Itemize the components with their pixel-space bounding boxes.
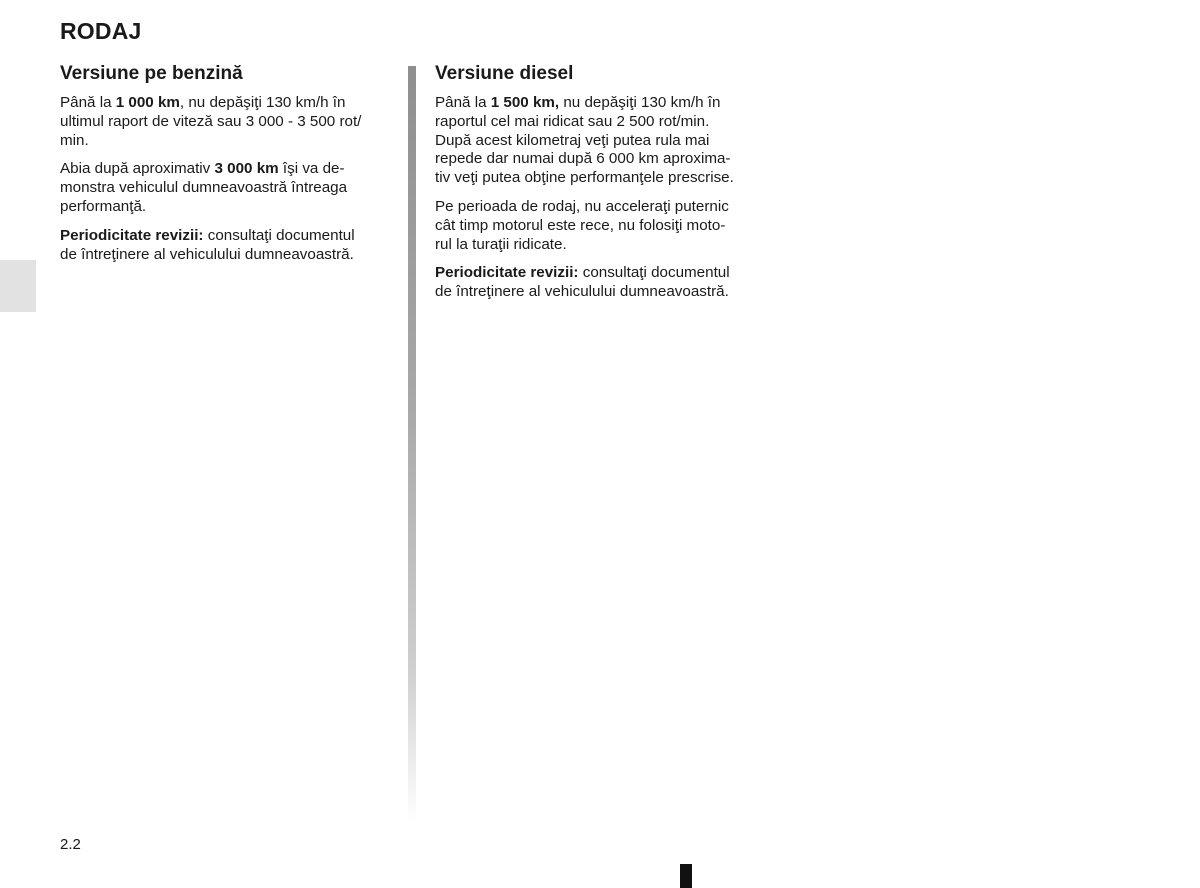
diesel-p2-text: Pe perioada de rodaj, nu acceleraţi puternic cât timp motorul este rece, nu folosiţi moto- rul la turaţii ridicate.	[435, 197, 729, 253]
diesel-section	[435, 62, 765, 312]
petrol-section	[60, 62, 390, 274]
petrol-paragraph-3	[60, 227, 390, 265]
diesel-p1-bold: 1 500 km,	[490, 94, 560, 111]
petrol-p2-bold: 3 000 km	[214, 160, 279, 178]
petrol-p2-text-c: îşi va de- monstra vehiculul dumneavoastră întreaga performanţă.	[60, 160, 348, 215]
print-mark	[680, 864, 692, 888]
petrol-paragraph-2	[60, 160, 390, 216]
petrol-p3-label: Periodicitate revizii:	[60, 226, 204, 244]
petrol-heading: Versiune pe benzină	[60, 63, 243, 84]
petrol-p1-text-c: , nu depăşiţi 130 km/h în ultimul raport de viteză sau 3 000 - 3 500 rot/ min.	[60, 94, 362, 149]
petrol-p1-text-a: Până la	[60, 94, 116, 111]
diesel-paragraph-3	[435, 264, 765, 302]
diesel-p3-label: Periodicitate revizii:	[435, 264, 579, 282]
diesel-heading: Versiune diesel	[435, 63, 574, 84]
column-divider	[408, 66, 416, 822]
chapter-tab	[0, 260, 36, 312]
petrol-p2-text-a: Abia după aproximativ	[60, 160, 215, 178]
petrol-paragraph-1	[60, 94, 390, 150]
diesel-paragraph-2	[435, 198, 765, 254]
page-title: RODAJ	[60, 18, 142, 44]
page-number: 2.2	[60, 836, 81, 853]
diesel-paragraph-1	[435, 94, 765, 188]
petrol-p1-bold: 1 000 km	[115, 94, 180, 111]
diesel-p3-text: consultaţi documentul de întreţinere al vehiculului dumneavoastră.	[435, 264, 730, 301]
petrol-p3-text: consultaţi documentul de întreţinere al vehiculului dumneavoastră.	[60, 226, 355, 263]
diesel-p1-text-a: Până la	[435, 94, 491, 111]
diesel-p1-text-c: nu depăşiţi 130 km/h în raportul cel mai ridicat sau 2 500 rot/min. După acest kilometraj veţi putea rula mai repede dar numai după 6 000 km aproxima- tiv veţi putea obţine performanţele prescrise.	[435, 94, 734, 187]
